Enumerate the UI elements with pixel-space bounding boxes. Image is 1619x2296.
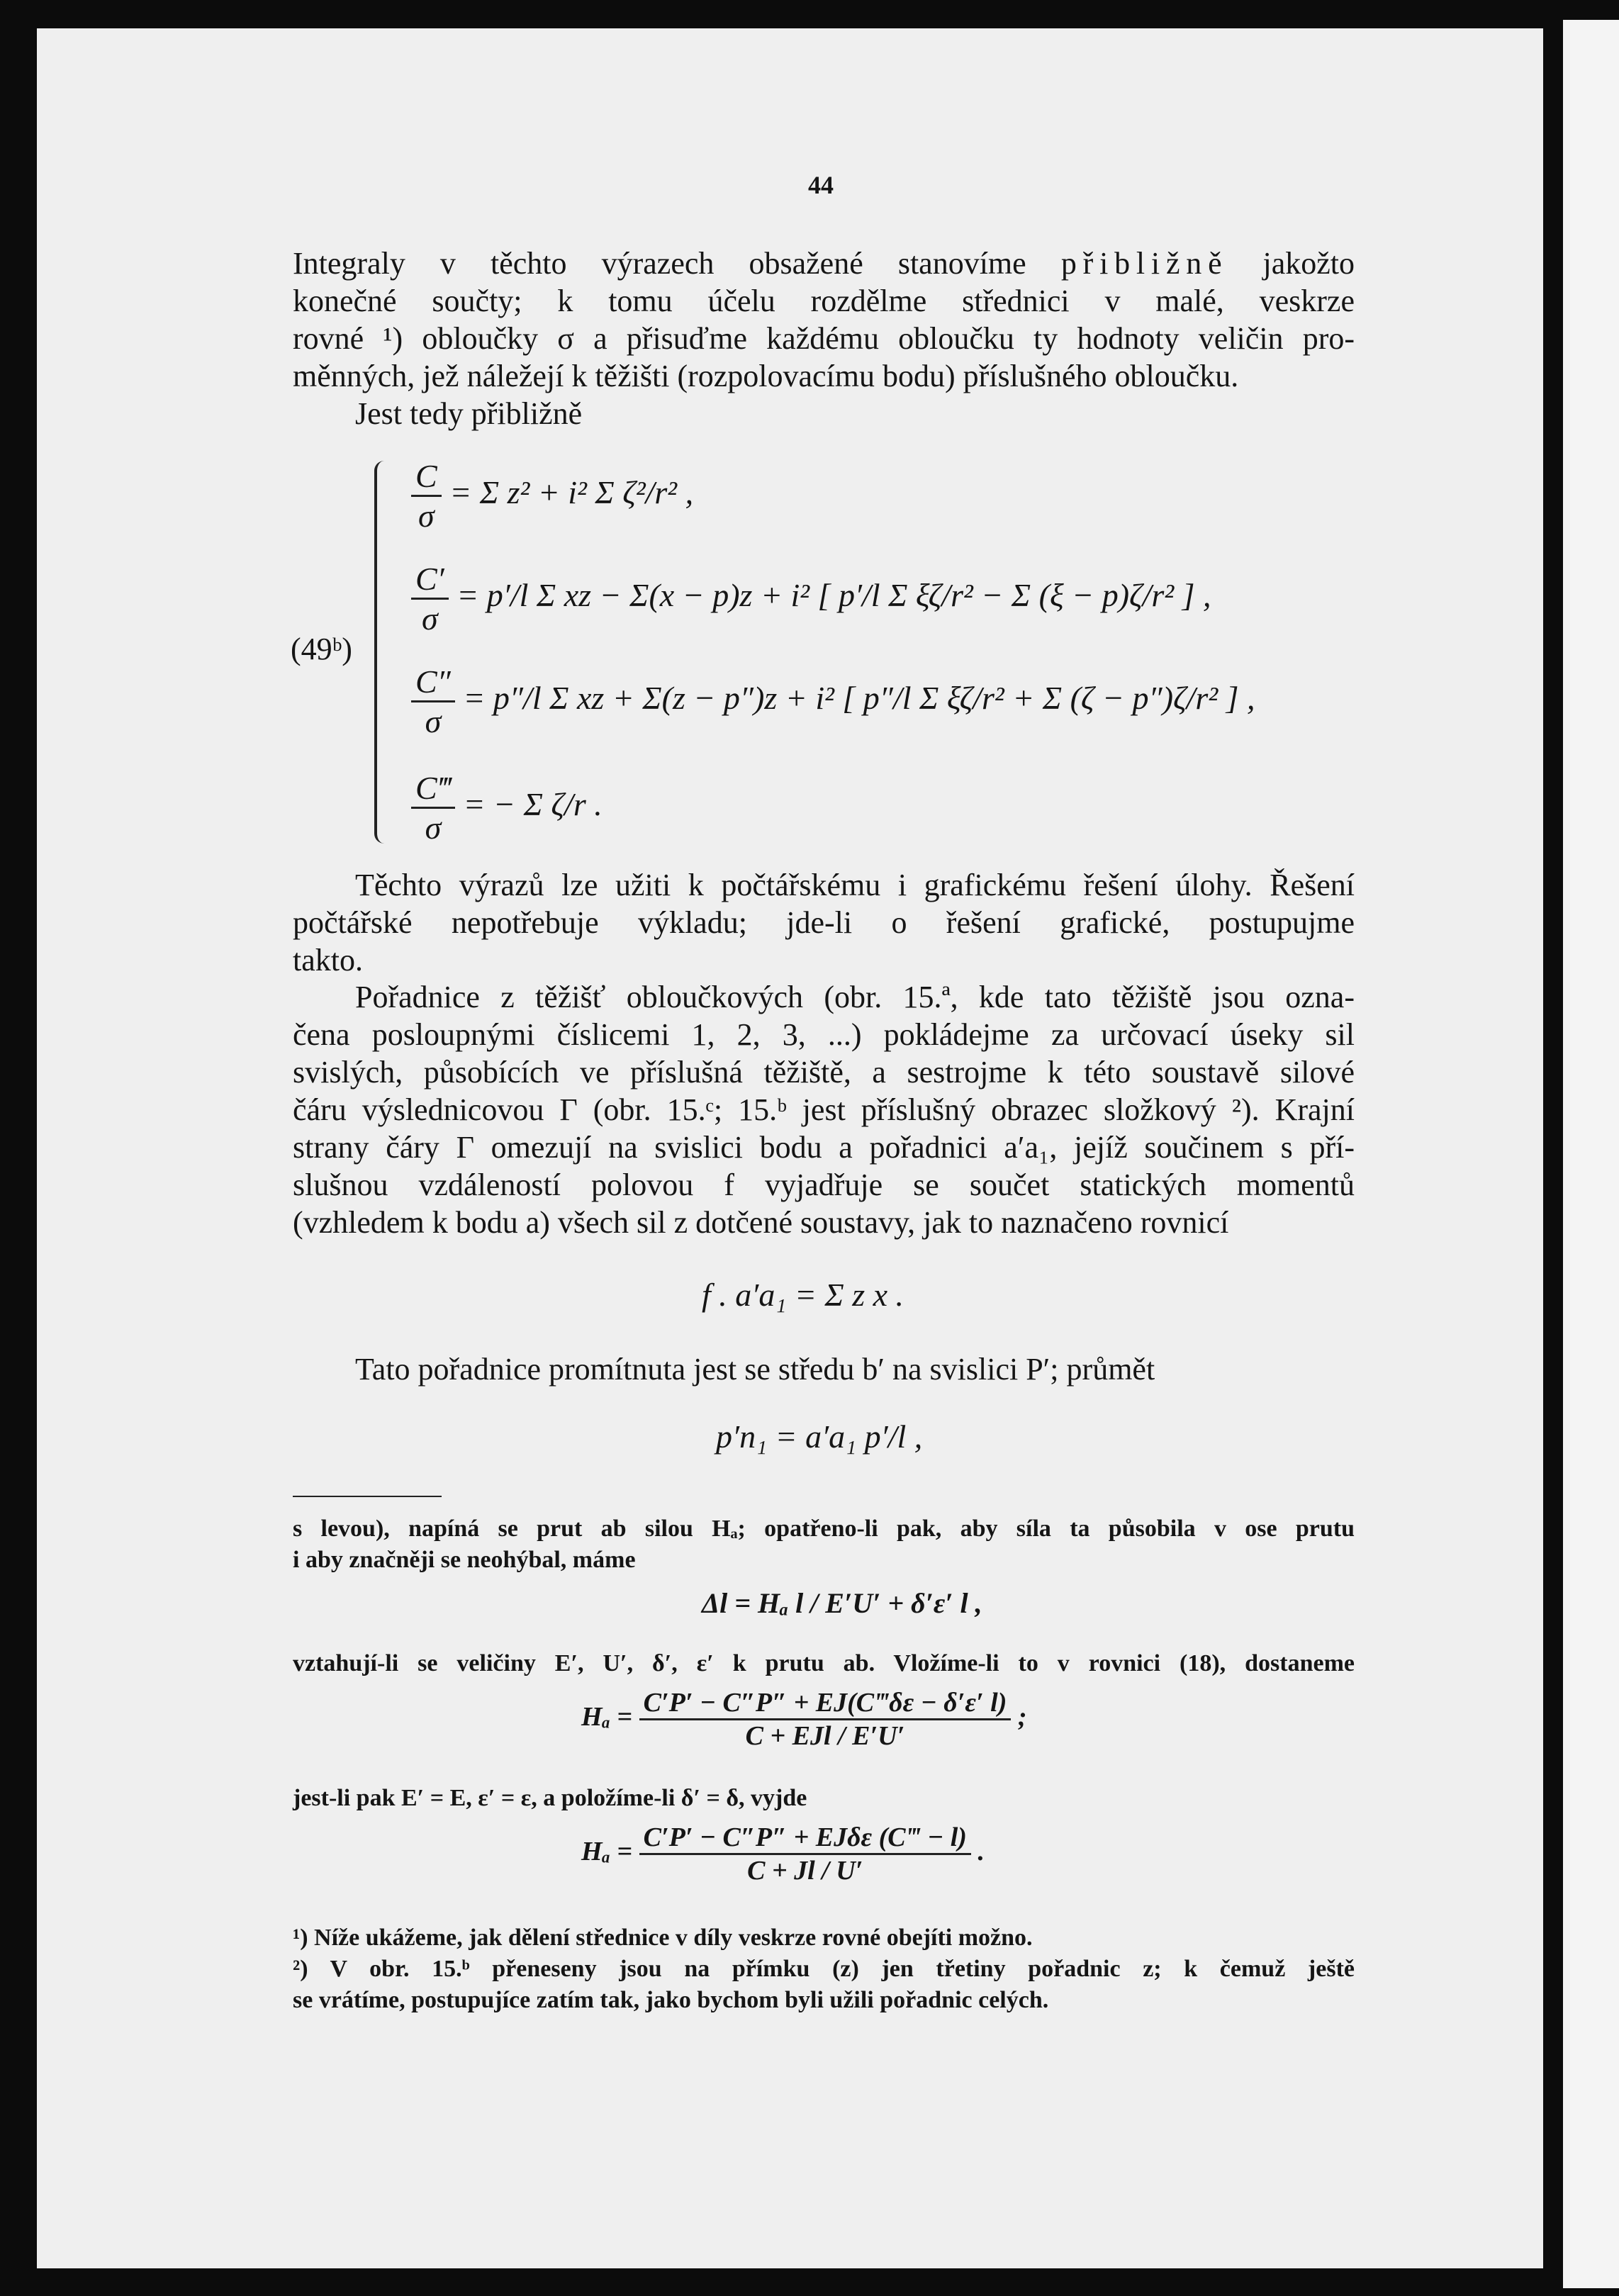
footnote-continuation <box>293 1513 1355 1576</box>
equation-delta-l: Δl = Hₐ l / E′U′ + δ′ε′ l , <box>702 1587 982 1619</box>
equation-ha-2: Hₐ = $\frac{\text{C′P′ − C″P″ + EJδε (C‴ − l)}}{C + Jl / U'}$ . <box>581 1822 985 1886</box>
equation-label: (49ᵇ) <box>291 632 352 666</box>
text-line: počtářské nepotřebuje výkladu; jde-li o řešení grafické, postupujme <box>293 905 1355 940</box>
footnote-text-3 <box>293 1783 1355 1814</box>
text-line: čáru výslednicovou Γ (obr. 15.ᶜ; 15.ᵇ jest příslušný obrazec složkový ²). Krajní <box>293 1092 1355 1127</box>
text-line: Těchto výrazů lze užiti k počtářskému i grafickému řešení úlohy. Řešení <box>355 868 1355 902</box>
text-line: s levou), napíná se prut ab silou Hₐ; opatřeno-li pak, aby síla ta působila v ose prutu <box>293 1516 1355 1542</box>
footnote-2: ²) V obr. 15.ᵇ přeneseny jsou na přímku (z) jen třetiny pořadnic z; k čemuž ještě <box>293 1956 1355 1982</box>
text-line: konečné součty; k tomu účelu rozdělme střednici v malé, veskrze <box>293 284 1355 318</box>
page-number: 44 <box>808 171 834 199</box>
equation-line-3: $\frac{C''}{\sigma}$ = p″/l Σ xz + Σ(z − p″)z + i² [ p″/l Σ ξζ/r² + Σ (ζ − p″)ζ/r² ] , <box>411 663 1255 740</box>
footnotes <box>293 1922 1355 2016</box>
text-line: Integraly v těchto výrazech obsažené stanovíme přibližně jakožto <box>293 246 1355 281</box>
text-line: svislých, působících ve příslušná těžiště, a sestrojme k této soustavě silové <box>293 1055 1355 1090</box>
text-line: Pořadnice z těžišť obloučkových (obr. 15.ª, kde tato těžiště jsou ozna- <box>355 980 1355 1014</box>
text-line: Jest tedy přibližně <box>355 396 583 431</box>
equation-line-2: $\frac{C'}{\sigma}$ = p′/l Σ xz − Σ(x − p)z + i² [ p′/l Σ ξζ/r² − Σ (ξ − p)ζ/r² ] , <box>411 560 1211 637</box>
equation-projection: p′n₁ = a′a₁ p′/l , <box>716 1418 923 1455</box>
footnote-text-2 <box>293 1648 1355 1679</box>
footnote-separator <box>293 1496 442 1497</box>
equation-line-4: $\frac{C‴}{\sigma}$ = − Σ ζ/r . <box>411 769 603 846</box>
text-line: strany čáry Γ omezují na svislici bodu a pořadnici a′a₁, jejíž součinem s pří- <box>293 1130 1355 1165</box>
paragraph-4 <box>293 1350 1355 1388</box>
next-page-edge <box>1563 20 1619 2288</box>
text-line: slušnou vzdáleností polovou f vyjadřuje se součet statických momentů <box>293 1167 1355 1202</box>
paragraph-1 <box>293 245 1355 432</box>
text-line: (vzhledem k bodu a) všech sil z dotčené soustavy, jak to naznačeno rovnicí <box>293 1205 1229 1240</box>
footnote-1: ¹) Níže ukážeme, jak dělení střednice v díly veskrze rovné obejíti možno. <box>293 1925 1033 1951</box>
equation-moment: f . a′a₁ = Σ z x . <box>702 1277 904 1313</box>
equation-line-1: $\frac{C}{\sigma}$ = Σ z² + i² Σ ζ²/r² , <box>411 457 693 534</box>
paragraph-3 <box>293 978 1355 1241</box>
text-line: i aby značněji se neohýbal, máme <box>293 1547 636 1573</box>
text-line: Tato pořadnice promítnuta jest se středu b′ na svislici P′; průmět <box>355 1352 1155 1387</box>
equation-ha-1: Hₐ = $\frac{C'P' - C''P'' + EJ(C‴\delta\varepsilon - \delta'\varepsilon' l)}{\text{C + EJl / E′U′}}$ ; <box>581 1688 1027 1751</box>
paragraph-2 <box>293 866 1355 979</box>
emphasis-spaced: přibližně <box>1060 246 1228 281</box>
text-line: vztahují-li se veličiny E′, U′, δ′, ε′ k prutu ab. Vložíme-li to v rovnici (18), dostaneme <box>293 1650 1355 1676</box>
footnote-2-cont: se vrátíme, postupujíce zatím tak, jako bychom byli užili pořadnic celých. <box>293 1987 1049 2013</box>
text-line: měnných, jež náležejí k těžišti (rozpolovacímu bodu) příslušného obloučku. <box>293 359 1239 393</box>
equation-brace <box>374 461 390 844</box>
text-line: takto. <box>293 943 363 978</box>
text-line: rovné ¹) obloučky σ a přisuďme každému obloučku ty hodnoty veličin pro- <box>293 321 1355 356</box>
text-line: čena posloupnými číslicemi 1, 2, 3, ...) pokládejme za určovací úseky sil <box>293 1017 1355 1052</box>
text-line: jest-li pak E′ = E, ε′ = ε, a položíme-li δ′ = δ, vyjde <box>293 1785 807 1811</box>
